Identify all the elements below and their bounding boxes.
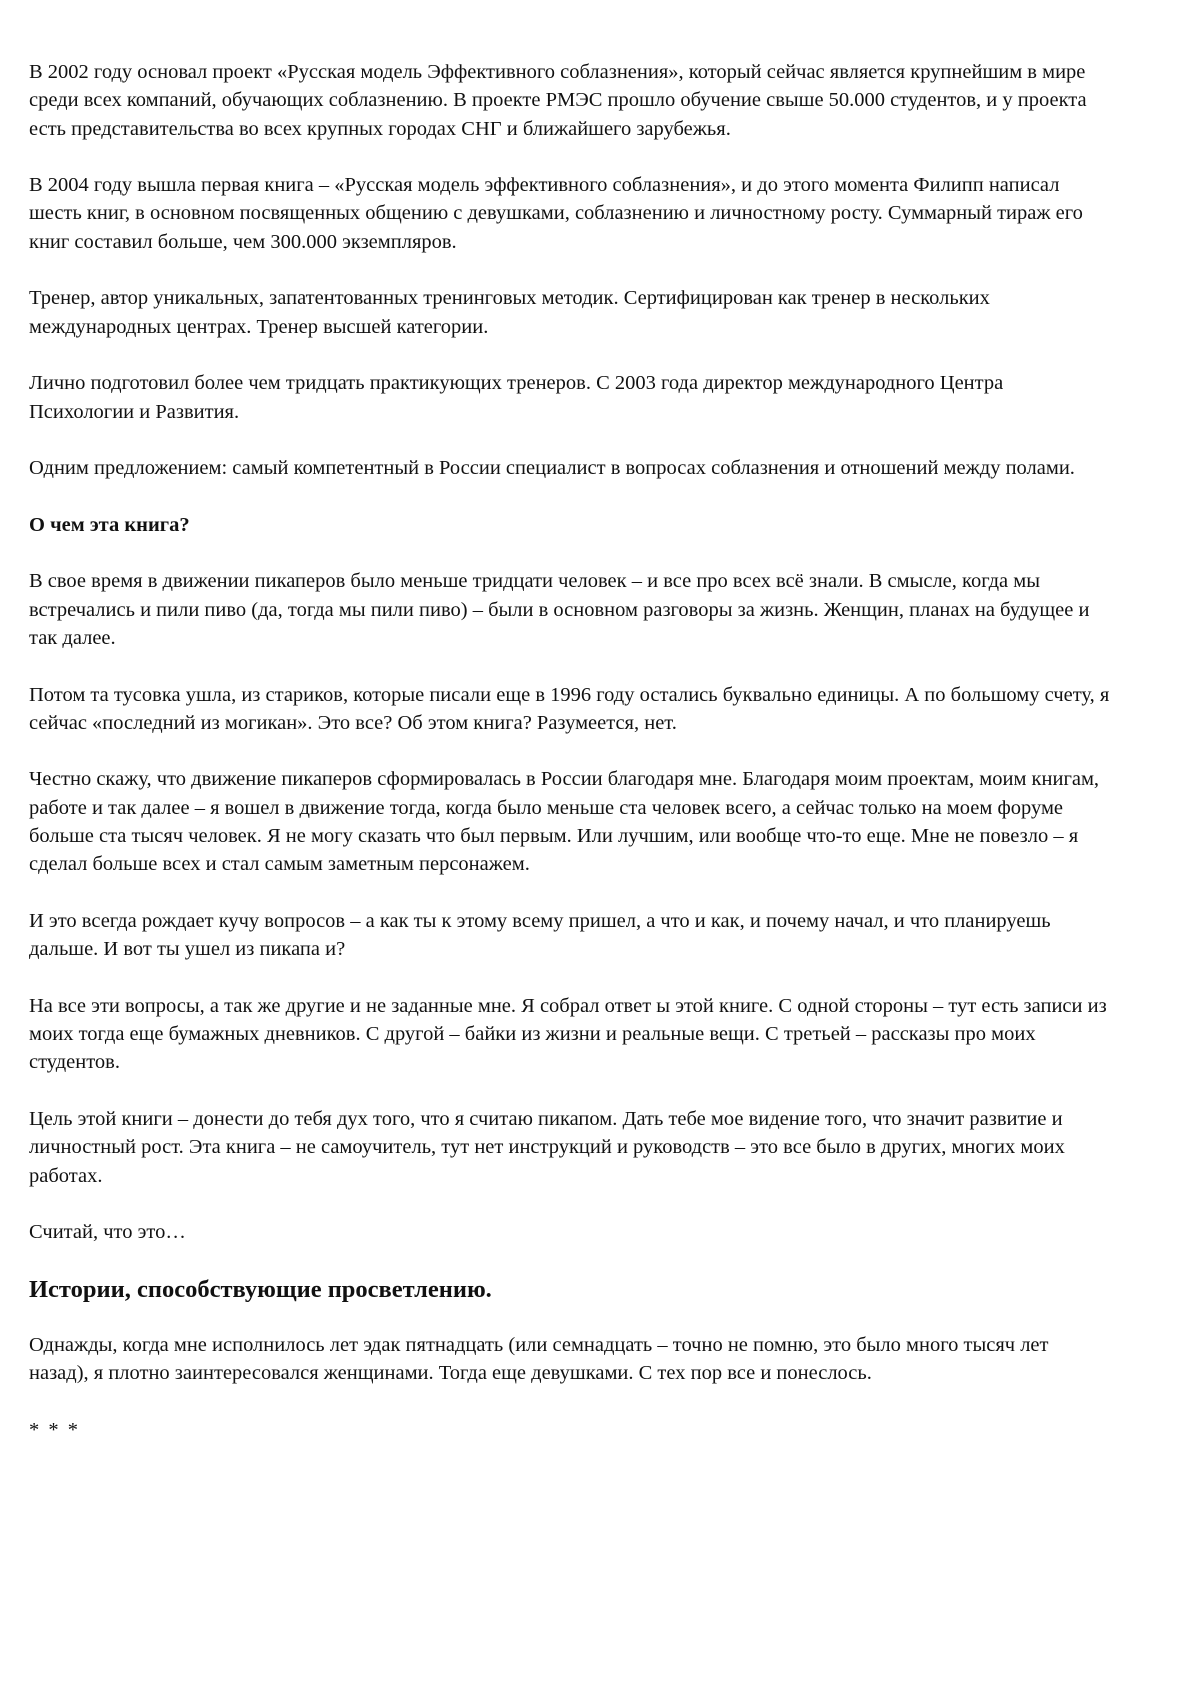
book-paragraph-4: И это всегда рождает кучу вопросов – а как ты к этому всему пришел, а что и как, и почему начал, и что планируешь дальше. И вот ты ушел из пикапа и? [29, 909, 1051, 961]
section-subheading: О чем эта книга? [29, 513, 190, 536]
book-paragraph-1: В свое время в движении пикаперов было меньше тридцати человек – и все про всех всё знали. В смысле, когда мы встречались и пили пиво (да, тогда мы пили пиво) – были в основном разговоры за жизнь. Женщин, планах на будущее и так далее. [29, 570, 1090, 649]
section-separator: * * * [29, 1418, 80, 1441]
intro-paragraph-2: В 2004 году вышла первая книга – «Русская модель эффективного соблазнения», и до этого момента Филипп написал шесть книг, в основном посвященных общению с девушками, соблазнению и личностному росту. Суммарный тираж его книг составил больше, чем 300.000 экземпляров. [29, 174, 1083, 253]
intro-paragraph-3: Тренер, автор уникальных, запатентованных тренинговых методик. Сертифицирован как тренер в нескольких международных центрах. Тренер высшей категории. [29, 287, 990, 338]
book-paragraph-7: Считай, что это… [29, 1221, 186, 1244]
intro-paragraph-4: Лично подготовил более чем тридцать практикующих тренеров. С 2003 года директор международного Центра Психологии и Развития. [29, 372, 1004, 423]
book-paragraph-2: Потом та тусовка ушла, из стариков, которые писали еще в 1996 году остались буквально единицы. А по большому счету, я сейчас «последний из могикан». Это все? Об этом книга? Разумеется, нет. [29, 683, 1110, 734]
intro-paragraph-1: В 2002 году основал проект «Русская модель Эффективного соблазнения», который сейчас является крупнейшим в мире среди всех компаний, обучающих соблазнению. В проекте РМЭС прошло обучение свыше 50.000 студентов, и у проекта есть представительства во всех крупных городах СНГ и ближайшего зарубежья. [29, 61, 1087, 140]
story-paragraph: Однажды, когда мне исполнилось лет эдак пятнадцать (или семнадцать – точно не помню, это было много тысяч лет назад), я плотно заинтересовался женщинами. Тогда еще девушками. С тех пор все и понеслось. [29, 1333, 1049, 1385]
book-paragraph-3: Честно скажу, что движение пикаперов сформировалась в России благодаря мне. Благодаря моим проектам, моим книгам, работе и так далее – я вошел в движение тогда, когда было меньше ста человек всего, а сейчас только на моем форуме больше ста тысяч человек. Я не могу сказать что был первым. Или лучшим, или вообще что-то еще. Мне не повезло – я сделал больше всех и стал самым заметным персонажем. [29, 768, 1100, 876]
intro-paragraph-5: Одним предложением: самый компетентный в России специалист в вопросах соблазнения и отношений между полами. [29, 457, 1075, 480]
book-paragraph-6: Цель этой книги – донести до тебя дух того, что я считаю пикапом. Дать тебе мое видение того, что значит развитие и личностный рост. Эта книга – не самоучитель, тут нет инструкций и руководств – это все было в других, многих моих работах. [29, 1107, 1065, 1187]
section-heading: Истории, способствующие просветлению. [29, 1275, 492, 1303]
book-paragraph-5: На все эти вопросы, а так же другие и не заданные мне. Я собрал ответ ы этой книге. С одной стороны – тут есть записи из моих тогда еще бумажных дневников. С другой – байки из жизни и реальные вещи. С третьей – рассказы про моих студентов. [29, 994, 1107, 1074]
